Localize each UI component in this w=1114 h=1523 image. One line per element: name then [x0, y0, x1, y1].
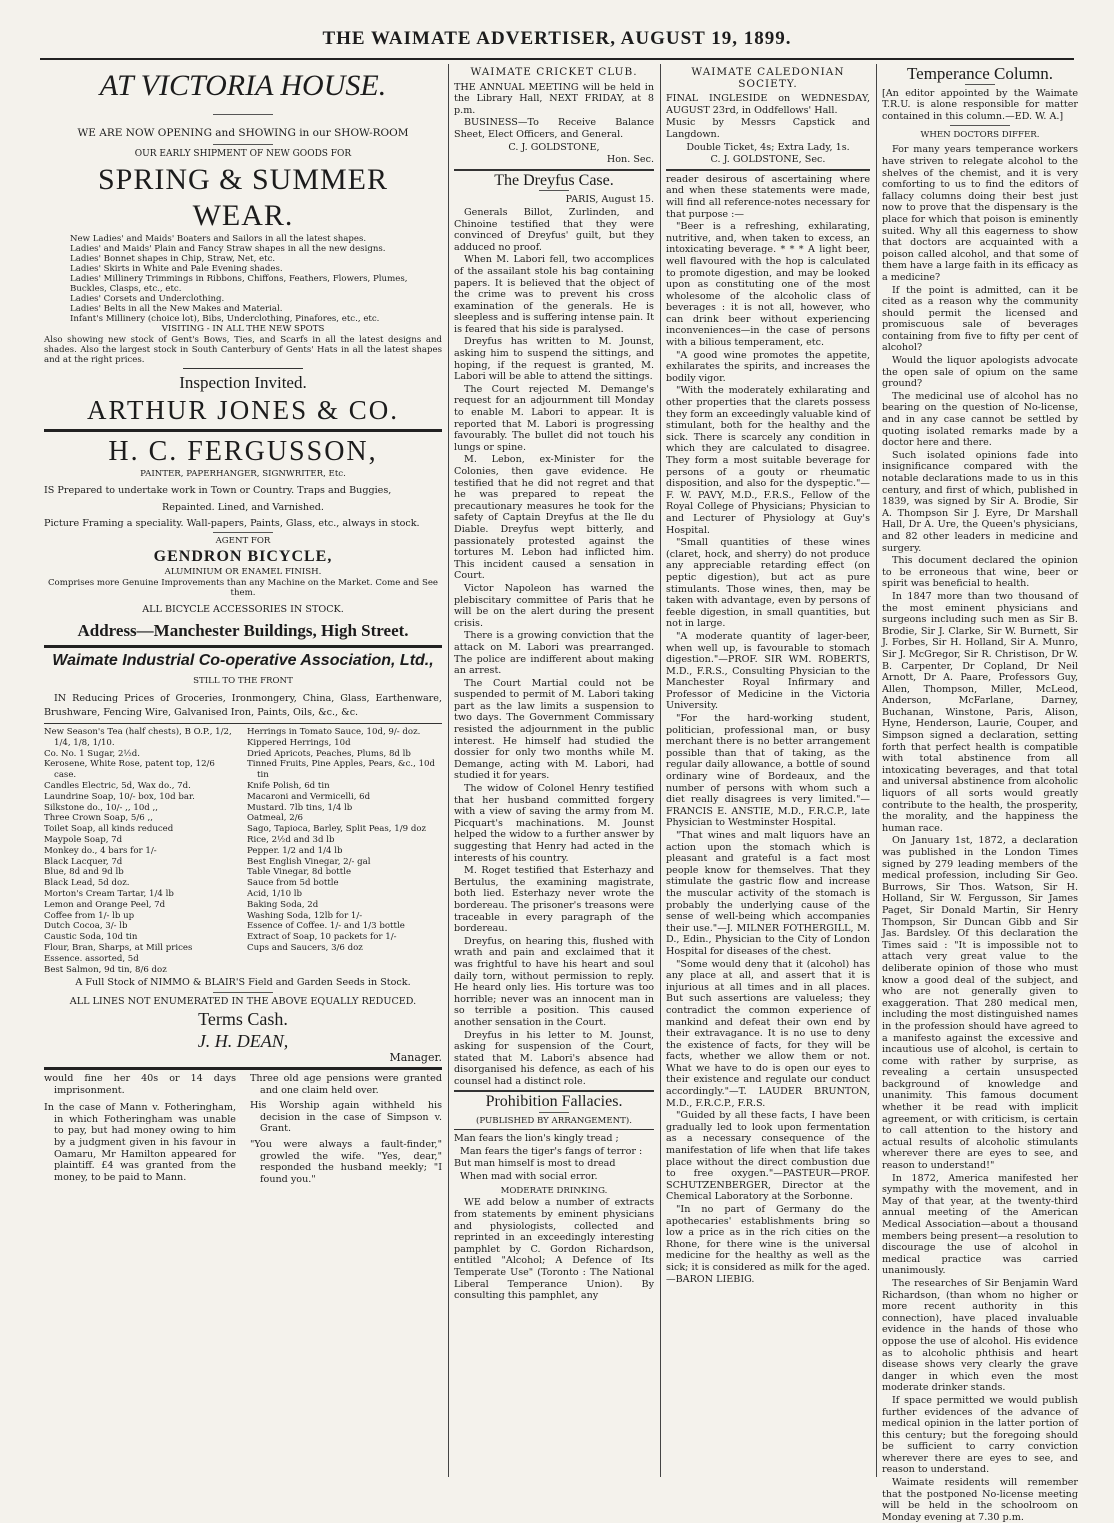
- price-item: Black Lacquer, 7d: [44, 856, 123, 867]
- temperance-para: On January 1st, 1872, a declaration was published in the London Times signed by 279 leading members of the medical profession, including Sir Geo. Burrows, Sir Thos. Watson, Sir H. Holland, Sir W. Fergusson, Sir James Paget, Sir Donald Martin, Sir Henry Thompson, Sir Duncan Gibb and Sir Jas. Bardsley. Of this declaration the Times said : "It is impossible not to attach very great value to the deliberate opinion of those who must know a good deal of the subject, and who are not generally given to exaggeration. That 280 medical men, including the most distinguished names in the profession should have agreed to a manifesto against the excessive and incautious use of alcohol, is certain to come with rather by surprise, as revealing a certain unsuspected background of knowledge and unanimity. This famous document whether it be read with implicit agreement, or with criticism, is certain to call attention to the history and actual results of alcoholic stimulants wherever there are eyes to see, and reason to understand!": [882, 835, 1078, 1172]
- price-item: Best English Vinegar, 2/- gal: [247, 856, 371, 867]
- poem-line: Man fears the tiger's fangs of terror :: [460, 1145, 643, 1157]
- column-2: [454, 64, 654, 1479]
- temperance-para: Would the liquor apologists advocate the open sale of opium on the same ground?: [882, 355, 1078, 390]
- price-item: Caustic Soda, 10d tin: [44, 932, 138, 943]
- price-item: Essence of Coffee. 1/- and 1/3 bottle: [247, 921, 405, 932]
- price-item: Kippered Herrings, 10d: [247, 737, 351, 748]
- price-item: Knife Polish, 6d tin: [247, 780, 330, 791]
- gents-text: Also showing new stock of Gent's Bows, Ties, and Scarfs in all the latest designs and shades. Also the largest stock in South Canterbury of Gents' Hats in all the latest shapes and at the right prices.: [44, 334, 442, 365]
- poem-line: Man fears the lion's kingly tread ;: [454, 1133, 619, 1145]
- price-item: Candles Electric, 5d, Wax do., 7d.: [44, 780, 191, 791]
- dean-heading: J. H. DEAN,: [197, 1031, 289, 1052]
- extract-para: "Some would deny that it (alcohol) has any place at all, and assert that it is injurious at all times and in all places. But such assertions are valueless; they contradict the common experience of mankind and defeat their own end by their extravagance. It is no use to deny the existence of facts, for they will be facts, whether we allow them or not. What we have to do is open our eyes to their existence and regulate our conduct accordingly."—T. LAUDER BRUNTON, M.D., F.R.C.P., F.R.S.: [666, 958, 870, 1109]
- prepared-text: IS Prepared to undertake work in Town or Country. Traps and Buggies,: [44, 484, 392, 496]
- extract-para: "In no part of Germany do the apothecaries' establishments bring so low a price as in the rich cities on the Rhone, for there wine is the universal medicine for the healthy as well as the sick; it is considered as milk for the aged.—BARON LIEBIG.: [666, 1204, 870, 1285]
- rule: [965, 84, 995, 85]
- aluminium-text: ALUMINIUM OR ENAMEL FINISH.: [164, 567, 322, 578]
- court-para: In the case of Mann v. Fotheringham, in which Fotheringham was unable to pay, but had money owing to him by a judgment given in his favour in Oamaru, Mr Hamilton appeared for plaintiff. £4 was granted from the money, to be paid to Mann.: [44, 1102, 236, 1183]
- caledonian-heading: WAIMATE CALEDONIAN SOCIETY.: [691, 66, 845, 90]
- dreyfus-para: The Court Martial could not be suspended to permit of M. Labori taking part as the law limits a suspension to two days. The Government Commissary resisted the adjournment in the public interest. He himself had studied the dossier for only two months while M. Demange, acting with M. Labori, had studied it for years.: [454, 677, 654, 782]
- rule: [44, 723, 442, 724]
- price-item: Lemon and Orange Peel, 7d: [44, 899, 166, 910]
- column-1: [44, 64, 442, 1479]
- rule: [950, 125, 1010, 126]
- accessories-text: ALL BICYCLE ACCESSORIES IN STOCK.: [142, 604, 344, 616]
- rule: [213, 114, 273, 115]
- item: Infant's Millinery (choice lot), Bibs, Underclothing, Pinafores, etc., etc.: [70, 313, 380, 324]
- cricket-heading: WAIMATE CRICKET CLUB.: [470, 66, 638, 78]
- arthur-jones-heading: ARTHUR JONES & CO.: [87, 394, 399, 425]
- victoria-house-title: AT VICTORIA HOUSE.: [99, 69, 387, 102]
- price-item: Dutch Cocoa, 3/- lb: [44, 921, 128, 932]
- item: Ladies' Corsets and Underclothing.: [70, 293, 225, 304]
- price-item: Herrings in Tomato Sauce, 10d, 9/- doz.: [247, 726, 421, 737]
- temperance-title: Temperance Column.: [906, 64, 1054, 83]
- still-text: STILL TO THE FRONT: [193, 675, 293, 686]
- dreyfus-para: Dreyfus, on hearing this, flushed with wrath and pain and exclaimed that it was frightful to have his heart and soul daily torn, without permission to reply. He heard only lies. His torture was too horrible; never was an innocent man in so terrible a position. This caused another sensation in the Court.: [454, 935, 654, 1028]
- extract-para: "That wines and malt liquors have an action upon the stomach which is pleasant and grateful is a fact most people know for themselves. That they stimulate the gastric flow and increase the muscular activity of the stomach is probably the underlying cause of the sense of well-being which accompanies their use."—J. MILNER FOTHERGILL, M. D., Edin., Physician to the City of London Hospital for diseases of the chest.: [666, 830, 870, 957]
- column-3: [666, 64, 870, 1479]
- prohibition-title: Prohibition Fallacies.: [485, 1093, 623, 1111]
- address-heading: Address—Manchester Buildings, High Street.: [77, 620, 409, 640]
- rule: [183, 368, 303, 369]
- visiting-text: VISITING - IN ALL THE NEW SPOTS: [161, 323, 325, 334]
- framing-text: Picture Framing a speciality. Wall-papers, Paints, Glass, etc., always in stock.: [44, 517, 420, 529]
- rule: [454, 1090, 654, 1092]
- price-item: Acid, 1/10 lb: [247, 888, 303, 899]
- seeds-text: A Full Stock of NIMMO & BLAIR'S Field and Garden Seeds in Stock.: [75, 977, 411, 989]
- price-item: Morton's Cream Tartar, 1/4 lb: [44, 888, 174, 899]
- court-news-right: [250, 1073, 442, 1185]
- shipment-text: OUR EARLY SHIPMENT OF NEW GOODS FOR: [134, 149, 352, 159]
- rule: [44, 429, 442, 432]
- price-item: Toilet Soap, all kinds reduced: [44, 824, 174, 835]
- price-item: Macaroni and Vermicelli, 6d: [247, 791, 371, 802]
- cricket-body: THE ANNUAL MEETING will be held in the Library Hall, NEXT FRIDAY, at 8 p.m.: [454, 81, 654, 116]
- rule: [539, 1112, 569, 1113]
- all-lines-text: ALL LINES NOT ENUMERATED IN THE ABOVE EQUALLY REDUCED.: [69, 995, 417, 1007]
- price-item: Table Vinegar, 8d bottle: [247, 867, 352, 878]
- rule: [44, 645, 442, 648]
- price-item: Washing Soda, 12lb for 1/-: [247, 910, 363, 921]
- caledonian-tickets: Double Ticket, 4s; Extra Lady, 1s.: [686, 141, 850, 153]
- masthead: THE WAIMATE ADVERTISER, AUGUST 19, 1899.: [322, 28, 792, 49]
- victoria-items: [44, 234, 442, 324]
- price-item: Tinned Fruits, Pine Apples, Pears, &c., 10d tin: [247, 759, 436, 781]
- dreyfus-para: M. Lebon, ex-Minister for the Colonies, then gave evidence. He testified that he did not regret and that he was prepared to repeat the precautionary measures he took for the safety of Captain Dreyfus at the Ile du Diable. Dreyfus wept bitterly, and passionately protested against the tortures M. Lebon had inflicted him. This incident caused a sensation in Court.: [454, 454, 654, 582]
- comprises-text: Comprises more Genuine Improvements than any Machine on the Market. Come and See them.: [47, 578, 439, 599]
- price-item: Pepper. 1/2 and 1/4 lb: [247, 845, 343, 856]
- temperance-para: Waimate residents will remember that the postponed No-license meeting will be held in the schoolroom on Monday evening at 7.30 p.m.: [882, 1477, 1078, 1523]
- column-divider: [660, 64, 661, 1477]
- caledonian-signature: C. J. GOLDSTONE, Sec.: [710, 154, 826, 166]
- opening-text: WE ARE NOW OPENING and SHOWING in our SHOW-ROOM: [77, 127, 409, 139]
- rule: [454, 169, 654, 171]
- price-item: Mustard. 7lb tins, 1/4 lb: [247, 802, 353, 813]
- price-item: Flour, Bran, Sharps, at Mill prices: [44, 942, 193, 953]
- price-list-left: [44, 727, 239, 975]
- item: Ladies' Bonnet shapes in Chip, Straw, Net, etc.: [70, 253, 276, 264]
- extract-para: "Guided by all these facts, I have been gradually led to look upon fermentation as a necessary consequence of the manifestation of life when that life takes place without the direct combustion due to free oxygen."—PASTEUR—PROF. SCHUTZENBERGER, Director at the Chemical Laboratory at the Sorbonne.: [666, 1110, 870, 1203]
- temperance-para: If space permitted we would publish further evidences of the advance of medical opinion in the latter portion of this century; but the foregoing should be sufficient to carry conviction wherever there are eyes to see, and reason to understand.: [882, 1394, 1078, 1476]
- gendron-heading: GENDRON BICYCLE,: [153, 548, 333, 566]
- price-item: Blue, 8d and 9d lb: [44, 867, 124, 878]
- caledonian-body: FINAL INGLESIDE on WEDNESDAY, AUGUST 23rd, in Oddfellows' Hall.: [666, 93, 870, 116]
- dreyfus-para: The widow of Colonel Henry testified that her husband committed forgery with a view of saving the army from M. Picquart's machinations. M. Jounst helped the widow to a further answer by suggesting that Henry had acted in the interests of his country.: [454, 783, 654, 864]
- extract-para: "A moderate quantity of lager-beer, when well up, is favourable to stomach digestion."—PROF. SIR WM. ROBERTS, M.D., F.R.S., Consulting Physician to the Manchester Royal Infirmary and Professor of Medicine in the Victoria University.: [666, 630, 870, 712]
- dreyfus-para: There is a growing conviction that the attack on M. Labori was prearranged. The police are indifferent about making an arrest.: [454, 630, 654, 677]
- temperance-para: In 1872, America manifested her sympathy with the movement, and in May of that year, at the twenty-third annual meeting of the American Medical Association—about a thousand members being present—a resolution to discourage the use of alcohol in medical practice was carried unanimously.: [882, 1172, 1078, 1277]
- caledonian-music: Music by Messrs Capstick and Langdown.: [666, 117, 870, 140]
- poem-line: When mad with social error.: [460, 1170, 598, 1182]
- dreyfus-para: When M. Labori fell, two accomplices of the assailant stole his bag containing papers. It is believed that the object of the crime was to prevent his cross examination of the generals. He is sleepless and is suffering intense pain. It is feared that his side is paralysed.: [454, 254, 654, 335]
- trades-text: PAINTER, PAPERHANGER, SIGNWRITER, Etc.: [140, 468, 346, 479]
- price-list: [44, 727, 442, 975]
- price-item: Essence. assorted, 5d: [44, 953, 139, 964]
- temperance-para: For many years temperance workers have striven to relegate alcohol to the shelves of the chemist, and it is very comforting to us to find the editors of fallacy columns doing their best just now to prove that the dispensary is the place for which that poison is eminently suited. Why all this eagerness to show that doctors are acquainted with a poison called alcohol, and that some of them have a large faith in its efficacy as a medicine?: [882, 144, 1078, 283]
- court-news-left: [44, 1073, 236, 1185]
- dreyfus-para: M. Roget testified that Esterhazy and Bertulus, the examining magistrate, both lied. Esterhazy never wrote the bordereau. The prisoner's treasons were traceable in every paragraph of the bordereau.: [454, 865, 654, 935]
- fergusson-heading: H. C. FERGUSSON,: [108, 435, 378, 467]
- dreyfus-para: The Court rejected M. Demange's request for an adjournment till Monday to enable M. Labori to appear. It is reported that M. Labori is progressing favourably. The bullet did not touch his lungs or spine.: [454, 383, 654, 453]
- temperance-para: In 1847 more than two thousand of the most eminent physicians and surgeons including such men as Sir B. Brodie, Sir J. Clarke, Sir W. Burnett, Sir J. Forbes, Sir H. Holland, Sir A. Munro, Sir J. McGregor, Sir R. Christison, Dr W. B. Carpenter, Dr Copland, Dr Neil Arnott, Dr A. Paare, Professors Guy, Allen, Thompson, Miller, McLeod, Anderson, McFarlane, Darney, Buchanan, Winstone, Paris, Alison, Hyne, Henderson, Laurie, Couper, and Simpson signed a declaration, setting forth that perfect health is compatible with total abstinence from all intoxicating beverages, and that total and universal abstinence from alcoholic liquors of all sorts would greatly contribute to the health, the prosperity, the morality, and the happiness the human race.: [882, 590, 1078, 834]
- moderate-heading: MODERATE DRINKING.: [500, 1186, 608, 1197]
- column-divider: [448, 64, 449, 1477]
- extract-para: "Beer is a refreshing, exhilarating, nutritive, and, when taken to excess, an intoxicating beverage. * * * A light beer, well flavoured with the hop is calculated to promote digestion, and may be looked upon as constituting one of the most wholesome of the alcoholic class of beverages : it is not all, however, who can drink beer without experiencing inconveniences—in the case of persons with a bilious temperament, etc.: [666, 221, 870, 349]
- repainted-text: Repainted. Lined, and Varnished.: [162, 502, 324, 514]
- rule: [454, 1129, 654, 1130]
- price-item: Maypole Soap, 7d: [44, 834, 123, 845]
- cricket-signature: C. J. GOLDSTONE,: [508, 141, 600, 153]
- masthead-rule: [40, 58, 1074, 60]
- price-item: Black Lead, 5d doz.: [44, 878, 130, 889]
- price-item: Baking Soda, 2d: [247, 899, 319, 910]
- moderate-body: WE add below a number of extracts from statements by eminent physicians and physiologists, collected and reprinted in an exceedingly interesting pamphlet by C. Gordon Richardson, entitled "Alcohol; A Defence of Its Temperate Use" (Toronto : The National Liberal Temperance Union). By consulting this pamphlet, any: [454, 1197, 654, 1302]
- item: Ladies' Belts in all the New Makes and Material.: [70, 303, 283, 314]
- terms-heading: Terms Cash.: [198, 1009, 288, 1030]
- court-para: Three old age pensions were granted and one claim held over.: [250, 1073, 442, 1096]
- price-item: Co. No. 1 Sugar, 2½d.: [44, 748, 140, 759]
- dateline: PARIS, August 15.: [565, 194, 654, 206]
- dreyfus-title: The Dreyfus Case.: [494, 171, 614, 189]
- court-para: would fine her 40s or 14 days imprisonment.: [44, 1073, 236, 1096]
- dreyfus-para: Generals Billot, Zurlinden, and Chinoine testified that they were convinced of Dreyfus' guilt, but they adduced no proof.: [454, 206, 654, 253]
- price-item: Sago, Tapioca, Barley, Split Peas, 1/9 doz: [247, 824, 427, 835]
- temperance-para: The researches of Sir Benjamin Ward Richardson, (than whom no higher or more recent authority in this connection), have placed invaluable evidence in the hands of those who oppose the use of alcohol. His evidence as to alcoholic phthisis and heart disease shows very clearly the grave danger in which even the most moderate drinker stands.: [882, 1277, 1078, 1394]
- extract-para: "For the hard-working student, politician, professional man, or busy merchant there is no better arrangement possible than that of taking, as the regular daily allowance, a bottle of sound ordinary wine of Bordeaux, and the number of persons with whom such a diet really disagrees is very limited."—FRANCIS E. ANSTIE, M.D., F.R.C.P., late Physician to Westminster Hospital.: [666, 713, 870, 829]
- rule: [666, 169, 870, 171]
- extract-para: "With the moderately exhilarating and other properties that the clarets possess they form an exceedingly valuable kind of stimulant, both for the healthy and the sick. There is scarcely any condition in which they are calculated to disagree. They form a most suitable beverage for persons of a gouty or rheumatic disposition, and also for the dyspeptic."—F. W. PAVY, M.D., F.R.S., Fellow of the Royal College of Physicians; Physician to and Lecturer of Physiology at Guy's Hospital.: [666, 385, 870, 536]
- column-divider: [876, 64, 877, 1477]
- price-item: Laundrine Soap, 10/- box, 10d bar.: [44, 791, 195, 802]
- waimate-industrial-heading: Waimate Industrial Co-operative Association, Ltd.,: [52, 651, 434, 669]
- cricket-business: BUSINESS—To Receive Balance Sheet, Elect Officers, and General.: [454, 117, 654, 140]
- extract-para: "A good wine promotes the appetite, exhilarates the spirits, and increases the bodily vigor.: [666, 349, 870, 384]
- court-para: "You were always a fault-finder," growled the wife. "Yes, dear," responded the husband meekly; "I found you.": [250, 1139, 442, 1185]
- temperance-para: If the point is admitted, can it be cited as a reason why the community should permit the licensed and promiscuous sale of beverages containing from five to fifty per cent of alcohol?: [882, 284, 1078, 354]
- rule: [213, 532, 273, 533]
- price-item: Three Crown Soap, 5/6 ,,: [44, 813, 153, 824]
- manager-text: Manager.: [389, 1051, 442, 1065]
- extract-para: reader desirous of ascertaining where and when these statements were made, will find all reference-notes necessary for that purpose :—: [666, 173, 870, 220]
- dreyfus-para: Victor Napoleon has warned the plebiscitary committee of Paris that he will be on the alert during the present crisis.: [454, 582, 654, 629]
- price-item: New Season's Tea (half chests), B O.P., 1/2, 1/4, 1/8, 1/10.: [44, 726, 232, 748]
- price-item: Oatmeal, 2/6: [247, 813, 304, 824]
- price-item: Dried Apricots, Peaches, Plums, 8d lb: [247, 748, 411, 759]
- temperance-para: The medicinal use of alcohol has no bearing on the question of No-license, and in any case cannot be settled by quoting isolated remarks made by a doctor here and there.: [882, 390, 1078, 449]
- temperance-subhead: WHEN DOCTORS DIFFER.: [920, 130, 1040, 141]
- published-note: (PUBLISHED BY ARRANGEMENT).: [476, 1116, 632, 1127]
- dreyfus-para: Dreyfus in his letter to M. Jounst, asking for suspension of the Court, stated that M. Labori's absence had disorganised his defence, as each of his counsel had a distinct role.: [454, 1029, 654, 1087]
- rule: [213, 992, 273, 993]
- rule: [213, 144, 273, 145]
- spring-summer-heading: SPRING & SUMMER WEAR.: [97, 162, 389, 232]
- poem-line: But man himself is most to dread: [454, 1158, 616, 1170]
- column-4: [882, 64, 1078, 1523]
- item: Ladies' Millinery Trimmings in Ribbons, Chiffons, Feathers, Flowers, Plumes, Buckles, Clasps, etc., etc.: [70, 273, 408, 294]
- dreyfus-para: Dreyfus has written to M. Jounst, asking him to suspend the sittings, and hoping, if the request is granted, M. Labori will be able to attend the sittings.: [454, 336, 654, 383]
- rule: [539, 190, 569, 191]
- price-item: Silkstone do., 10/- ,, 10d ,,: [44, 802, 158, 813]
- court-para: His Worship again withheld his decision in the case of Simpson v. Grant.: [250, 1100, 442, 1135]
- agent-text: AGENT FOR: [215, 536, 271, 547]
- temperance-note: [An editor appointed by the Waimate T.R.U. is alone responsible for matter contained in this column.—ED. W. A.]: [882, 87, 1078, 122]
- price-item: Best Salmon, 9d tin, 8/6 doz: [44, 964, 167, 975]
- court-news: [44, 1073, 442, 1185]
- price-item: Coffee from 1/- lb up: [44, 910, 135, 921]
- price-item: Kerosene, White Rose, patent top, 12/6 case.: [44, 759, 215, 781]
- item: Ladies' and Maids' Plain and Fancy Straw shapes in all the new designs.: [70, 243, 386, 254]
- cricket-sec: Hon. Sec.: [606, 154, 654, 166]
- item: New Ladies' and Maids' Boaters and Sailors in all the latest shapes.: [70, 233, 367, 244]
- price-item: Sauce from 5d bottle: [247, 878, 339, 889]
- inspection-heading: Inspection Invited.: [179, 372, 307, 392]
- price-list-right: [247, 727, 442, 975]
- price-item: Extract of Soap, 10 packets for 1/-: [247, 932, 397, 943]
- price-item: Cups and Saucers, 3/6 doz: [247, 942, 363, 953]
- temperance-para: Such isolated opinions fade into insignificance compared with the notable declarations made to us in this century, and first of which, published in 1839, was signed by Sir A. Brodie, Sir A. Thompson Sir J. Eyre, Dr Marshall Hall, Dr A. Ure, the Queen's physicians, and 82 other leaders in medicine and surgery.: [882, 449, 1078, 554]
- item: Ladies' Skirts in White and Pale Evening shades.: [70, 263, 283, 274]
- temperance-para: This document declared the opinion to be erroneous that wine, beer or spirit was beneficial to health.: [882, 555, 1078, 590]
- rule: [44, 1067, 442, 1070]
- price-item: Monkey do., 4 bars for 1/-: [44, 845, 157, 856]
- extract-para: "Small quantities of these wines (claret, hock, and sherry) do not produce any appreciable retarding effect (on peptic digestion), but act as pure stimulants. Those wines, then, may be taken with advantage, even by persons of feeble digestion, in small quantities, but not in large.: [666, 537, 870, 630]
- reducing-text: IN Reducing Prices of Groceries, Ironmongery, China, Glass, Earthenware, Brushware, Fencing Wire, Galvanised Iron, Paints, Oils, &c., &c.: [44, 692, 442, 718]
- price-item: Rice, 2½d and 3d lb: [247, 834, 335, 845]
